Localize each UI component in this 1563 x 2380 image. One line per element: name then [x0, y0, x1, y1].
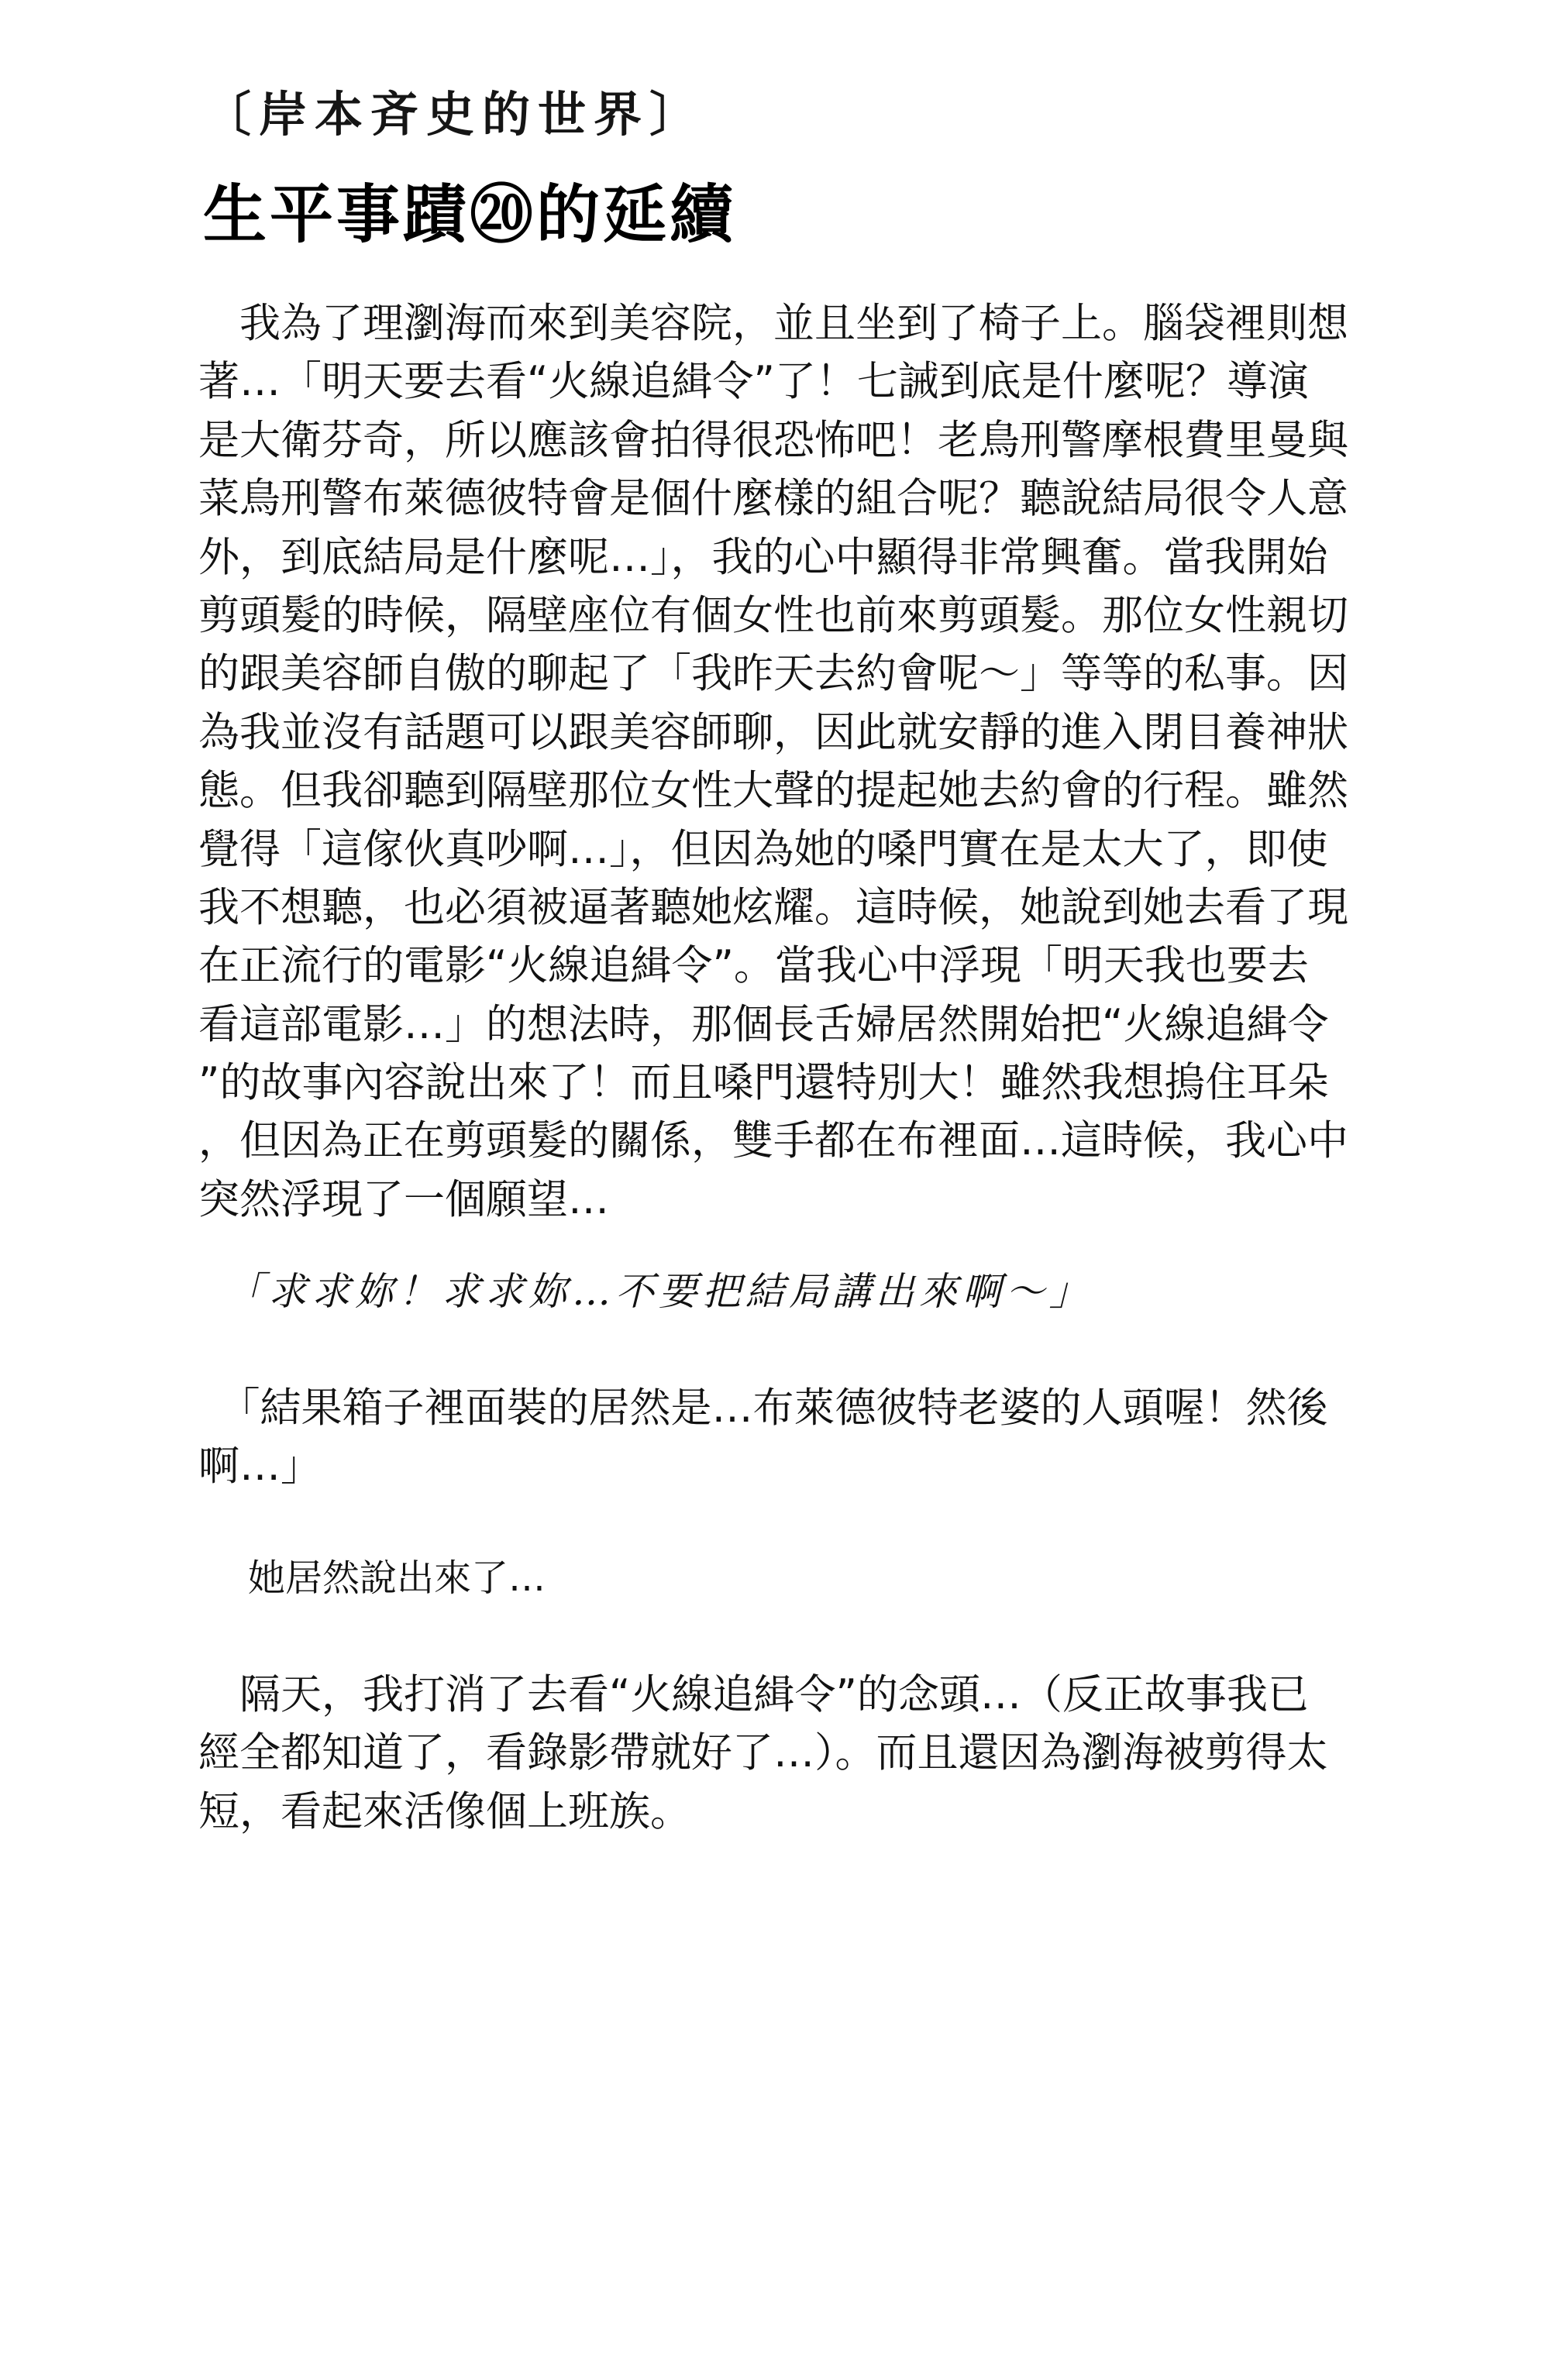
- paragraph-5: [198, 1666, 1485, 1841]
- text-line: 是大衛芬奇，所以應該會拍得很恐怖吧！老鳥刑警摩根費里曼與: [198, 416, 1348, 464]
- text-line: 「結果箱子裡面裝的居然是…布萊德彼特老婆的人頭喔！然後: [198, 1384, 1328, 1432]
- text-line: 短，看起來活像個上班族。: [198, 1787, 691, 1835]
- text-line: 我為了理瀏海而來到美容院，並且坐到了椅子上。腦袋裡則想: [198, 300, 1348, 347]
- text-line: 我不想聽，也必須被逼著聽她炫耀。這時候，她說到她去看了現: [198, 883, 1348, 931]
- text-line: 經全都知道了，看錄影帶就好了…）。而且還因為瀏海被剪得太: [198, 1729, 1328, 1777]
- paragraph-3: [198, 1379, 1485, 1496]
- paragraph-4: [248, 1549, 1534, 1608]
- text-line: 她居然說出來了…: [248, 1556, 546, 1600]
- text-line: 覺得「這傢伙真吵啊…」，但因為她的嗓門實在是太大了，即使: [198, 825, 1328, 873]
- text-line: 著…「明天要去看“火線追緝令”了！七誡到底是什麼呢？導演: [198, 358, 1309, 406]
- text-line: 為我並沒有話題可以跟美容師聊，因此就安靜的進入閉目養神狀: [198, 708, 1348, 756]
- text-line: 剪頭髮的時候，隔壁座位有個女性也前來剪頭髮。那位女性親切: [198, 591, 1348, 639]
- text-line: 外，到底結局是什麼呢…」，我的心中顯得非常興奮。當我開始: [198, 533, 1328, 581]
- text-line: 隔天，我打消了去看“火線追緝令”的念頭…（反正故事我已: [198, 1671, 1309, 1718]
- text-line: 的跟美容師自傲的聊起了「我昨天去約會呢～」等等的私事。因: [198, 650, 1348, 698]
- text-line: 突然浮現了一個願望…: [198, 1175, 609, 1223]
- text-line: ，但因為正在剪頭髮的關係，雙手都在布裡面…這時候，我心中: [198, 1117, 1348, 1165]
- paragraph-1: [198, 294, 1485, 1229]
- text-line: 啊…」: [198, 1443, 322, 1491]
- text-line: 態。但我卻聽到隔壁那位女性大聲的提起她去約會的行程。雖然: [198, 767, 1348, 815]
- text-line: ”的故事內容說出來了！而且嗓門還特別大！雖然我想摀住耳朵: [198, 1059, 1329, 1107]
- series-header: 〔岸本斉史的世界〕: [203, 86, 706, 143]
- plea-quote: [225, 1263, 1511, 1321]
- text-line: 菜鳥刑警布萊德彼特會是個什麼樣的組合呢？聽說結局很令人意: [198, 475, 1348, 523]
- text-line: 「求求妳！求求妳…不要把結局講出來啊～」: [225, 1269, 1093, 1314]
- text-line: 在正流行的電影“火線追緝令”。當我心中浮現「明天我也要去: [198, 942, 1309, 990]
- page-title: 生平事蹟⑳的延續: [203, 177, 737, 252]
- text-line: 看這部電影…」的想法時，那個長舌婦居然開始把“火線追緝令: [198, 1000, 1329, 1048]
